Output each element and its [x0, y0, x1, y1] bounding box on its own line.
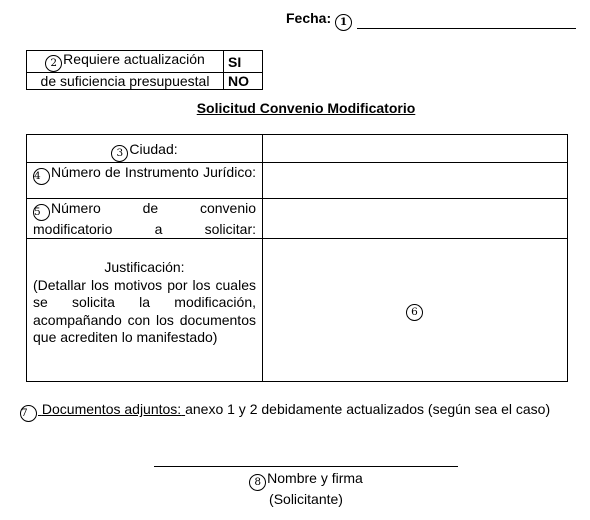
row-justificacion	[27, 239, 568, 382]
marker-3-icon: 3	[111, 145, 128, 162]
instrumento-label: Número de Instrumento Jurídico:	[51, 164, 256, 180]
fecha-input-line[interactable]	[357, 28, 576, 29]
documentos-text: anexo 1 y 2 debidamente actualizados (según sea el caso)	[185, 401, 551, 417]
convenio-label-cell	[27, 199, 263, 239]
documentos-adjuntos	[20, 400, 576, 422]
justificacion-heading: Justificación:	[104, 259, 185, 275]
marker-4-icon: 4	[33, 168, 50, 185]
ciudad-input-cell[interactable]	[263, 135, 568, 163]
fecha-label: Fecha:	[286, 10, 332, 26]
justificacion-label-cell	[27, 239, 263, 382]
suficiencia-label-line2: de suficiencia presupuestal	[27, 73, 224, 90]
convenio-label: Número de convenio modificatorio a solicitar:	[33, 200, 256, 237]
marker-7-icon: 7	[20, 405, 37, 422]
signature-line[interactable]	[154, 466, 458, 467]
marker-6-icon: 6	[406, 304, 423, 321]
instrumento-label-cell	[27, 163, 263, 199]
suficiencia-table	[26, 50, 263, 90]
signature-label: Nombre y firma	[267, 470, 363, 486]
ciudad-label: Ciudad:	[129, 141, 178, 157]
signature-block	[0, 470, 590, 508]
marker-1-icon: 1	[335, 14, 352, 31]
option-no[interactable]: NO	[224, 73, 263, 90]
ciudad-label-cell	[27, 135, 263, 163]
row-instrumento	[27, 163, 568, 199]
fecha-field	[286, 10, 353, 31]
row-convenio	[27, 199, 568, 239]
convenio-input-cell[interactable]	[263, 199, 568, 239]
option-si[interactable]: SI	[224, 51, 263, 73]
marker-5-icon: 5	[33, 204, 50, 221]
signature-sublabel: (Solicitante)	[269, 491, 343, 507]
suficiencia-label-line1: 2 Requiere actualización	[27, 51, 224, 73]
justificacion-detail: (Detallar los motivos por los cuales se solicita la modificación, acompañando con los documentos que acrediten lo manifestado)	[33, 276, 256, 345]
request-form-table	[26, 134, 568, 382]
instrumento-input-cell[interactable]	[263, 163, 568, 199]
justificacion-input-cell[interactable]	[263, 239, 568, 382]
marker-2-icon: 2	[45, 55, 62, 72]
row-ciudad	[27, 135, 568, 163]
documentos-label: 7 Documentos adjuntos:	[20, 401, 185, 417]
page-title: Solicitud Convenio Modificatorio	[196, 100, 416, 116]
marker-8-icon: 8	[249, 474, 266, 491]
